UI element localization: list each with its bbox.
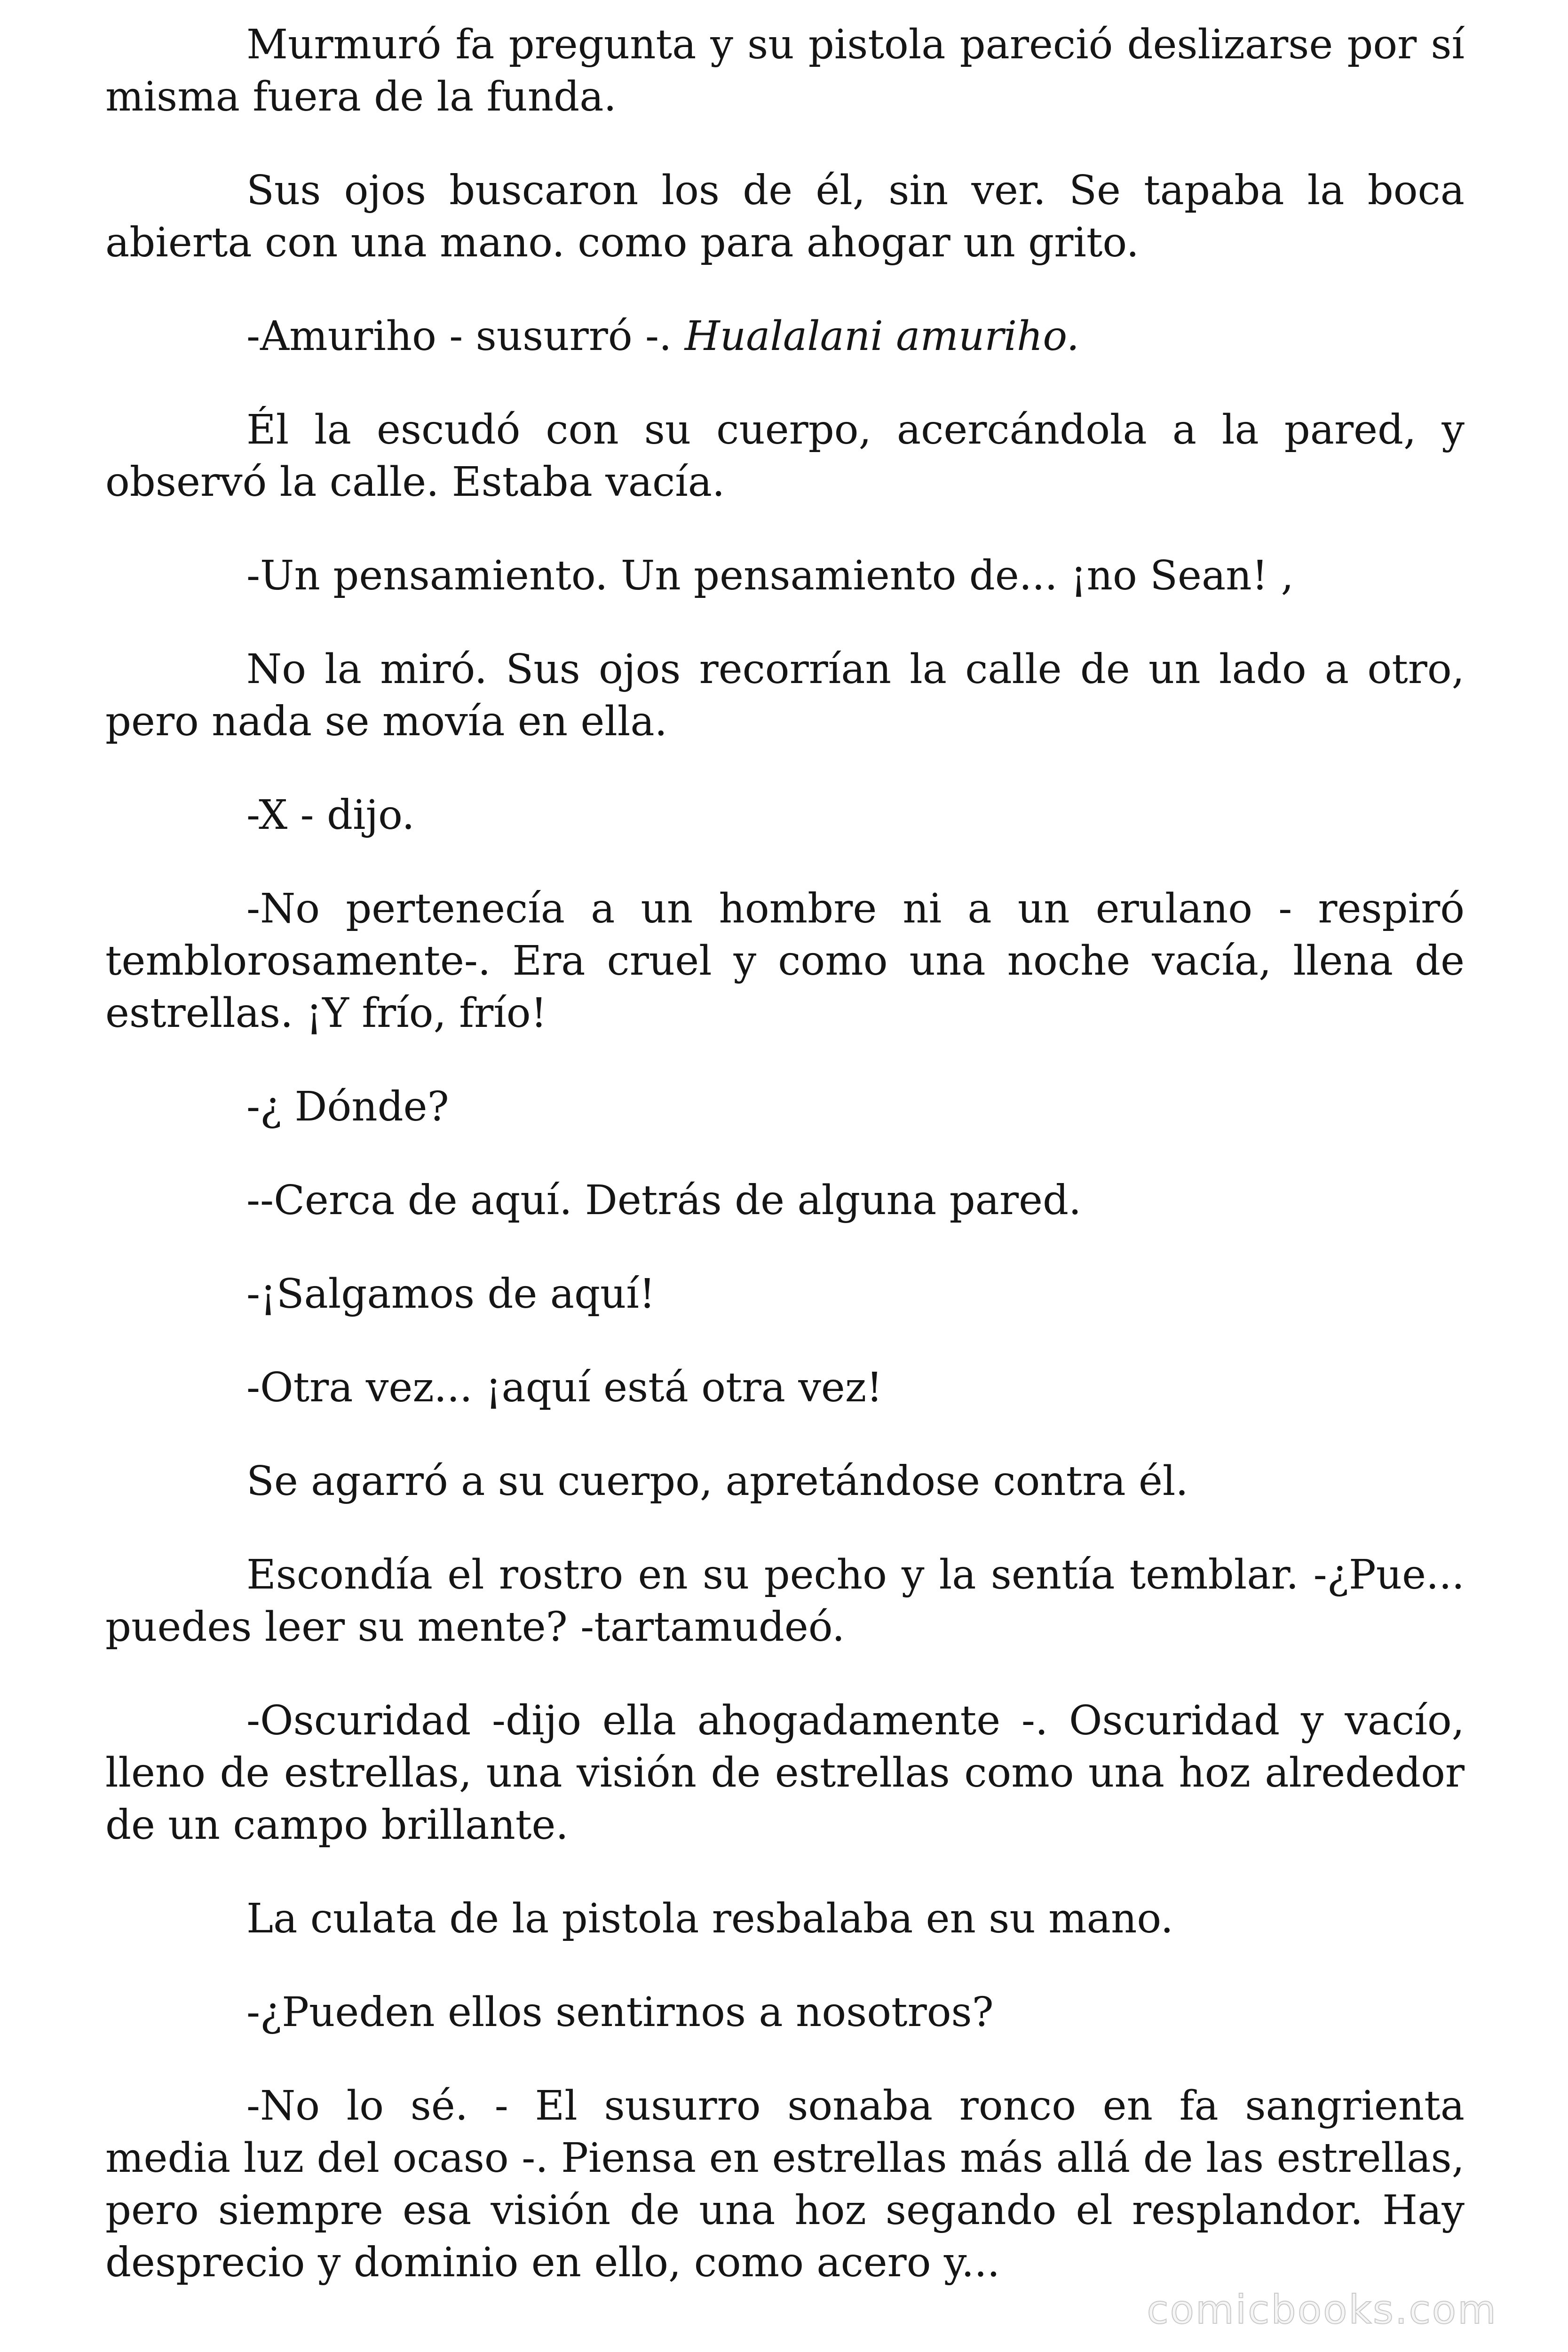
paragraph-3-text: -Amuriho - susurró -. <box>246 313 685 360</box>
paragraph-14 <box>105 1549 1465 1653</box>
paragraph-2-text: Sus ojos buscaron los de él, sin ver. Se tapaba la boca abierta con una mano. como para ahogar un grito. <box>105 167 1465 266</box>
paragraph-4 <box>105 404 1465 509</box>
paragraph-6 <box>105 644 1465 748</box>
paragraph-5-text: -Un pensamiento. Un pensamiento de... ¡no Sean! , <box>246 552 1294 599</box>
paragraph-18 <box>105 2080 1465 2289</box>
paragraph-3 <box>105 310 1465 363</box>
paragraph-10 <box>105 1175 1465 1227</box>
paragraph-16 <box>105 1893 1465 1945</box>
document-body <box>105 19 1465 2289</box>
paragraph-9 <box>105 1081 1465 1133</box>
paragraph-3-italic: Hualalani amuriho. <box>684 313 1079 360</box>
paragraph-7 <box>105 789 1465 842</box>
paragraph-12-text: -Otra vez... ¡aquí está otra vez! <box>246 1364 883 1411</box>
paragraph-14-text: Escondía el rostro en su pecho y la sentía temblar. -¿Pue... puedes leer su mente? -tartamudeó. <box>105 1551 1465 1651</box>
paragraph-1 <box>105 19 1465 123</box>
paragraph-11 <box>105 1268 1465 1320</box>
paragraph-4-text: Él la escudó con su cuerpo, acercándola a la pared, y observó la calle. Estaba vacía. <box>105 406 1465 506</box>
paragraph-1-text: Murmuró fa pregunta y su pistola pareció deslizarse por sí misma fuera de la funda. <box>105 21 1465 120</box>
paragraph-13-text: Se agarró a su cuerpo, apretándose contra él. <box>246 1458 1188 1505</box>
paragraph-8-text: -No pertenecía a un hombre ni a un erulano - respiró temblorosamente-. Era cruel y como una noche vacía, llena de estrellas. ¡Y frío, frío! <box>105 885 1465 1037</box>
paragraph-15 <box>105 1695 1465 1851</box>
paragraph-12 <box>105 1362 1465 1414</box>
watermark: comicbooks.com <box>1147 2287 1497 2333</box>
paragraph-7-text: -X - dijo. <box>246 792 415 839</box>
paragraph-16-text: La culata de la pistola resbalaba en su mano. <box>246 1895 1173 1942</box>
paragraph-11-text: -¡Salgamos de aquí! <box>246 1271 656 1318</box>
paragraph-17 <box>105 1986 1465 2039</box>
paragraph-17-text: -¿Pueden ellos sentirnos a nosotros? <box>246 1989 994 2036</box>
paragraph-10-text: --Cerca de aquí. Detrás de alguna pared. <box>246 1177 1082 1224</box>
paragraph-2 <box>105 165 1465 269</box>
paragraph-15-text: -Oscuridad -dijo ella ahogadamente -. Oscuridad y vacío, lleno de estrellas, una visión de estrellas como una hoz alrededor de un campo brillante. <box>105 1697 1465 1849</box>
paragraph-13 <box>105 1455 1465 1508</box>
paragraph-6-text: No la miró. Sus ojos recorrían la calle de un lado a otro, pero nada se movía en ella. <box>105 646 1465 745</box>
paragraph-9-text: -¿ Dónde? <box>246 1083 449 1130</box>
paragraph-18-text: -No lo sé. - El susurro sonaba ronco en fa sangrienta media luz del ocaso -. Piensa en estrellas más allá de las estrellas, pero siempre esa visión de una hoz segando el resplandor. Hay desprecio y dominio en ello, como acero y... <box>105 2082 1465 2286</box>
paragraph-8 <box>105 883 1465 1040</box>
paragraph-5 <box>105 550 1465 602</box>
